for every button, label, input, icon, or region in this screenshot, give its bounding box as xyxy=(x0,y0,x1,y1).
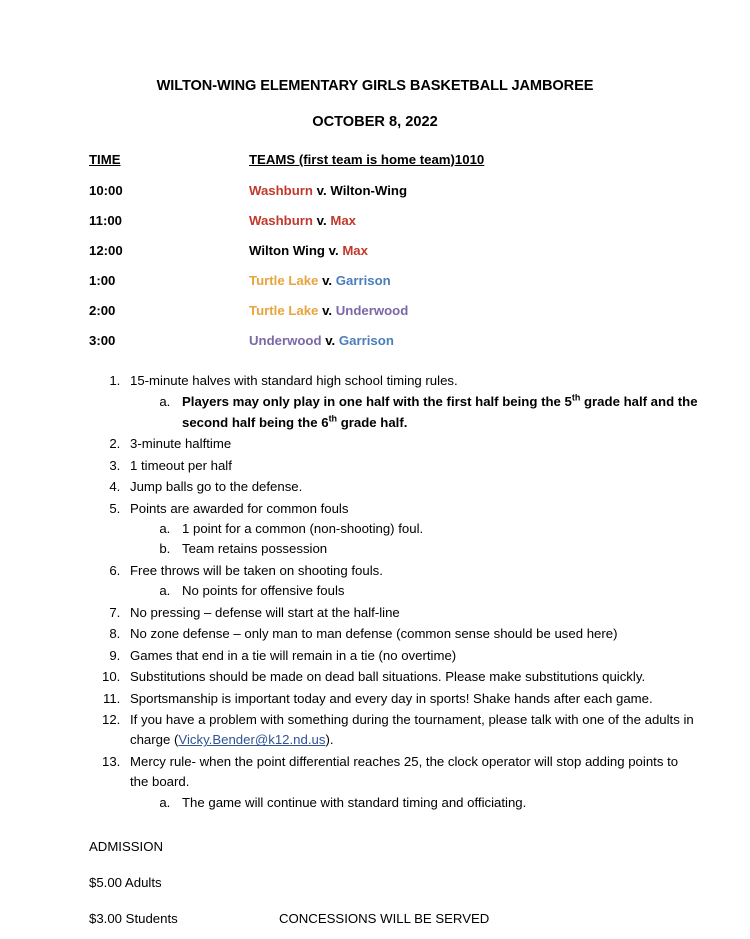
rule-text: No pressing – defense will start at the half-line xyxy=(130,604,400,620)
list-item xyxy=(124,689,698,709)
schedule-header-row xyxy=(52,152,698,183)
ordinal-suffix: th xyxy=(571,392,581,403)
away-team: Garrison xyxy=(335,273,391,288)
versus-label: v. xyxy=(322,273,333,288)
rule-text: 3-minute halftime xyxy=(130,436,232,452)
home-team: Turtle Lake xyxy=(249,273,319,288)
list-item xyxy=(174,581,698,601)
game-matchup xyxy=(249,243,698,273)
away-team: Max xyxy=(330,213,357,228)
list-item xyxy=(124,499,698,560)
home-team: Washburn xyxy=(249,183,313,198)
list-item xyxy=(174,391,698,433)
table-row xyxy=(52,273,698,303)
rule-text: Mercy rule- when the point differential reaches 25, the clock operator will stop adding points to the board. xyxy=(130,753,679,790)
home-team: Turtle Lake xyxy=(249,303,319,318)
list-item xyxy=(124,710,698,751)
game-time: 10:00 xyxy=(89,183,123,198)
list-item xyxy=(124,434,698,454)
list-item xyxy=(174,539,698,559)
game-matchup xyxy=(249,303,698,333)
page-date: OCTOBER 8, 2022 xyxy=(312,114,438,130)
rule-text: No points for offensive fouls xyxy=(182,583,345,599)
schedule-table xyxy=(52,152,698,363)
list-item xyxy=(124,624,698,644)
contact-email-link[interactable]: Vicky.Bender@k12.nd.us xyxy=(178,732,326,748)
away-team: Garrison xyxy=(338,333,394,348)
admission-adults: $5.00 Adults xyxy=(89,875,162,891)
game-time: 11:00 xyxy=(89,213,123,228)
page-title: WILTON-WING ELEMENTARY GIRLS BASKETBALL JAMBOREE xyxy=(156,78,594,94)
rule-text: Team retains possession xyxy=(182,541,328,557)
rule-text: Points are awarded for common fouls xyxy=(130,500,349,516)
rules-sublist xyxy=(130,581,698,601)
admission-students-row xyxy=(89,911,698,926)
rule-text: Jump balls go to the defense. xyxy=(130,479,303,495)
list-item xyxy=(174,793,698,813)
rule-text: Games that end in a tie will remain in a tie (no overtime) xyxy=(130,647,457,663)
away-team: Wilton-Wing xyxy=(330,183,408,198)
admission-students: $3.00 Students xyxy=(89,911,178,927)
schedule-header-time: TIME xyxy=(89,152,121,167)
versus-label: v. xyxy=(316,183,327,198)
versus-label: v. xyxy=(328,243,339,258)
game-matchup xyxy=(249,333,698,363)
rule-text: Free throws will be taken on shooting fouls. xyxy=(130,562,383,578)
home-team: Underwood xyxy=(249,333,322,348)
schedule-header-teams: TEAMS (first team is home team)1010 xyxy=(249,152,485,167)
rule-text: 15-minute halves with standard high school timing rules. xyxy=(130,373,458,388)
table-row xyxy=(52,213,698,243)
list-item xyxy=(124,371,698,433)
home-team: Washburn xyxy=(249,213,313,228)
game-time: 12:00 xyxy=(89,243,123,258)
game-time: 1:00 xyxy=(89,273,116,288)
list-item xyxy=(124,603,698,623)
rule-text: grade half and the second half being the 6 xyxy=(182,393,698,430)
concessions-note: CONCESSIONS WILL BE SERVED xyxy=(279,911,490,927)
away-team: Max xyxy=(342,243,368,258)
versus-label: v. xyxy=(322,303,333,318)
rule-text: If you have a problem with something during the tournament, please talk with one of the adults in charge ( xyxy=(130,712,694,748)
admission-section xyxy=(52,839,698,926)
rule-text: Players may only play in one half with the first half being the 5 xyxy=(182,393,572,409)
versus-label: v. xyxy=(316,213,327,228)
list-item xyxy=(124,646,698,666)
rule-text: 1 point for a common (non-shooting) foul. xyxy=(182,520,424,536)
list-item xyxy=(124,477,698,497)
rule-text: The game will continue with standard timing and officiating. xyxy=(182,794,527,810)
game-matchup xyxy=(249,273,698,303)
admission-heading: ADMISSION xyxy=(89,839,164,855)
away-team: Underwood xyxy=(335,303,409,318)
table-row xyxy=(52,303,698,333)
rules-sublist xyxy=(130,391,698,433)
versus-label: v. xyxy=(325,333,336,348)
list-item xyxy=(174,519,698,539)
game-matchup xyxy=(249,183,698,213)
rule-text: Substitutions should be made on dead ball situations. Please make substitutions quickly. xyxy=(130,669,646,685)
rule-text: 1 timeout per half xyxy=(130,457,232,473)
list-item xyxy=(124,456,698,476)
rules-list xyxy=(52,371,698,813)
table-row xyxy=(52,183,698,213)
list-item xyxy=(124,752,698,813)
game-matchup xyxy=(249,213,698,243)
table-row xyxy=(52,333,698,363)
table-row xyxy=(52,243,698,273)
rule-text: No zone defense – only man to man defense (common sense should be used here) xyxy=(130,626,618,642)
rule-text: grade half. xyxy=(337,414,408,430)
game-time: 3:00 xyxy=(89,333,116,348)
game-time: 2:00 xyxy=(89,303,116,318)
rule-text: ). xyxy=(325,732,334,748)
rule-text: Sportsmanship is important today and every day in sports! Shake hands after each game. xyxy=(130,690,653,706)
ordinal-suffix: th xyxy=(328,413,338,424)
rules-sublist xyxy=(130,793,698,813)
list-item xyxy=(124,667,698,687)
list-item xyxy=(124,561,698,602)
home-team: Wilton Wing xyxy=(249,243,325,258)
rules-sublist xyxy=(130,519,698,560)
